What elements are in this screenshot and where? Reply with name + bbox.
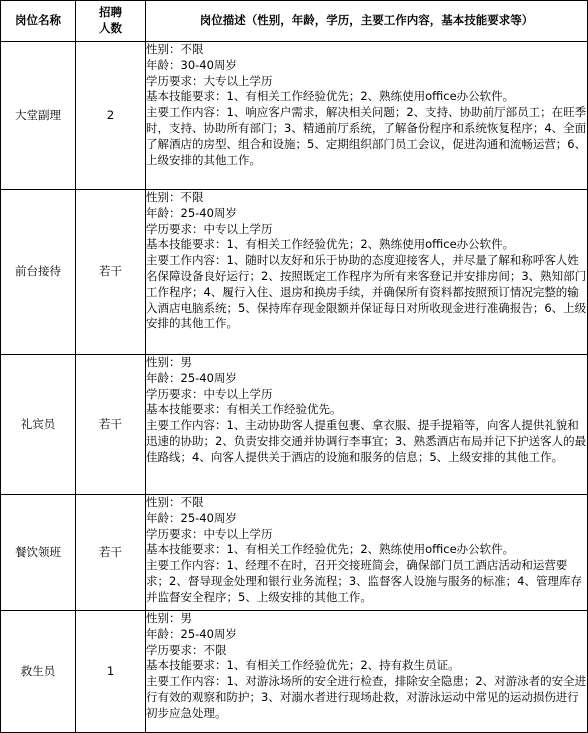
desc-line: 年龄：25-40周岁 <box>146 626 237 641</box>
desc-line: 性别：不限 <box>146 42 204 56</box>
desc-line: 学历要求：中专以上学历 <box>146 221 273 236</box>
header-position-description: 岗位描述（性别，年龄，学历，主要工作内容，基本技能要求等） <box>146 1 588 42</box>
desc-line: 主要工作内容：1、主动协助客人提重包裹、拿衣服、提手提箱等，向客人提供礼貌和迅速的协助；2、负责安排交通并协调行李事宜；3、熟悉酒店布局并记下护送客人的最佳路线；4、向客人提供关于酒店的设施和服务的信息；5、上级安排的其他工作。 <box>146 418 587 464</box>
hiring-count: 1 <box>76 611 146 733</box>
desc-line: 基本技能要求：1、有相关工作经验优先；2、持有救生员证。 <box>146 658 460 673</box>
desc-line: 主要工作内容：1、对游泳场所的安全进行检查，排除安全隐患；2、对游泳者的安全进行有效的观察和防护；3、对溺水者进行现场赴救，对游泳运动中常见的运动损伤进行初步应急处理。 <box>146 674 587 720</box>
hiring-count: 若干 <box>76 495 146 611</box>
position-description <box>146 42 588 190</box>
position-description <box>146 495 588 611</box>
position-description <box>146 190 588 355</box>
desc-line: 性别：不限 <box>146 190 204 204</box>
position-description <box>146 611 588 733</box>
desc-line: 基本技能要求：1、有相关工作经验优先；2、熟练使用office办公软件。 <box>146 237 515 252</box>
position-name: 礼宾员 <box>1 355 76 495</box>
desc-line: 年龄：25-40周岁 <box>146 205 237 220</box>
hiring-count: 2 <box>76 42 146 190</box>
desc-line: 年龄：25-40周岁 <box>146 510 237 525</box>
table-row <box>1 355 588 495</box>
desc-line: 性别：不限 <box>146 495 204 509</box>
hiring-count: 若干 <box>76 355 146 495</box>
desc-line: 基本技能要求：有相关工作经验优先。 <box>146 402 342 417</box>
hiring-count: 若干 <box>76 190 146 355</box>
position-description <box>146 355 588 495</box>
desc-line: 主要工作内容：1、响应客户需求，解决相关问题；2、支持、协助前厅部员工；在旺季时，支持、协助所有部门；3、精通前厅系统，了解备份程序和系统恢复程序；4、全面了解酒店的房型、组合和设施；5、定期组织部门员工会议，促进沟通和流畅运营；6、上级安排的其他工作。 <box>146 105 587 167</box>
desc-line: 性别：男 <box>146 611 192 625</box>
header-hiring-count-line2: 人数 <box>99 21 122 35</box>
desc-line: 学历要求：不限 <box>146 642 227 657</box>
desc-line: 学历要求：大专以上学历 <box>146 73 273 88</box>
position-name: 餐饮领班 <box>1 495 76 611</box>
desc-line: 学历要求：中专以上学历 <box>146 526 273 541</box>
position-name: 前台接待 <box>1 190 76 355</box>
table-header-row <box>1 1 588 42</box>
header-position-name: 岗位名称 <box>1 1 76 42</box>
table-row <box>1 611 588 733</box>
desc-line: 性别：男 <box>146 355 192 369</box>
desc-line: 主要工作内容：1、随时以友好和乐于协助的态度迎接客人，并尽量了解和称呼客人姓名保障设备良好运行；2、按照既定工作程序为所有来客登记并安排房间；3、熟知部门工作程序；4、履行入住、退房和换房手续，并确保所有资料都按照预订情况完整的输入酒店电脑系统；5、保持库存现金限额并保证每日对所收现金进行准确报告；6、上级安排的其他工作。 <box>146 253 587 331</box>
position-name: 救生员 <box>1 611 76 733</box>
desc-line: 基本技能要求：1、有相关工作经验优先；2、熟练使用office办公软件。 <box>146 542 515 557</box>
desc-line: 学历要求：中专以上学历 <box>146 386 273 401</box>
header-hiring-count <box>76 1 146 42</box>
table-row <box>1 495 588 611</box>
table-row <box>1 42 588 190</box>
desc-line: 年龄：30-40周岁 <box>146 57 237 72</box>
position-name: 大堂副理 <box>1 42 76 190</box>
header-hiring-count-line1: 招聘 <box>99 5 122 20</box>
table-row <box>1 190 588 355</box>
desc-line: 年龄：25-40周岁 <box>146 370 237 385</box>
desc-line: 主要工作内容：1、经理不在时，召开交接班简会，确保部门员工酒店活动和运营要求；2、督导现金处理和银行业务流程；3、监督客人设施与服务的标准；4、管理库存并监督安全程序；5、上级安排的其他工作。 <box>146 558 582 604</box>
desc-line: 基本技能要求：1、有相关工作经验优先；2、熟练使用office办公软件。 <box>146 89 515 104</box>
